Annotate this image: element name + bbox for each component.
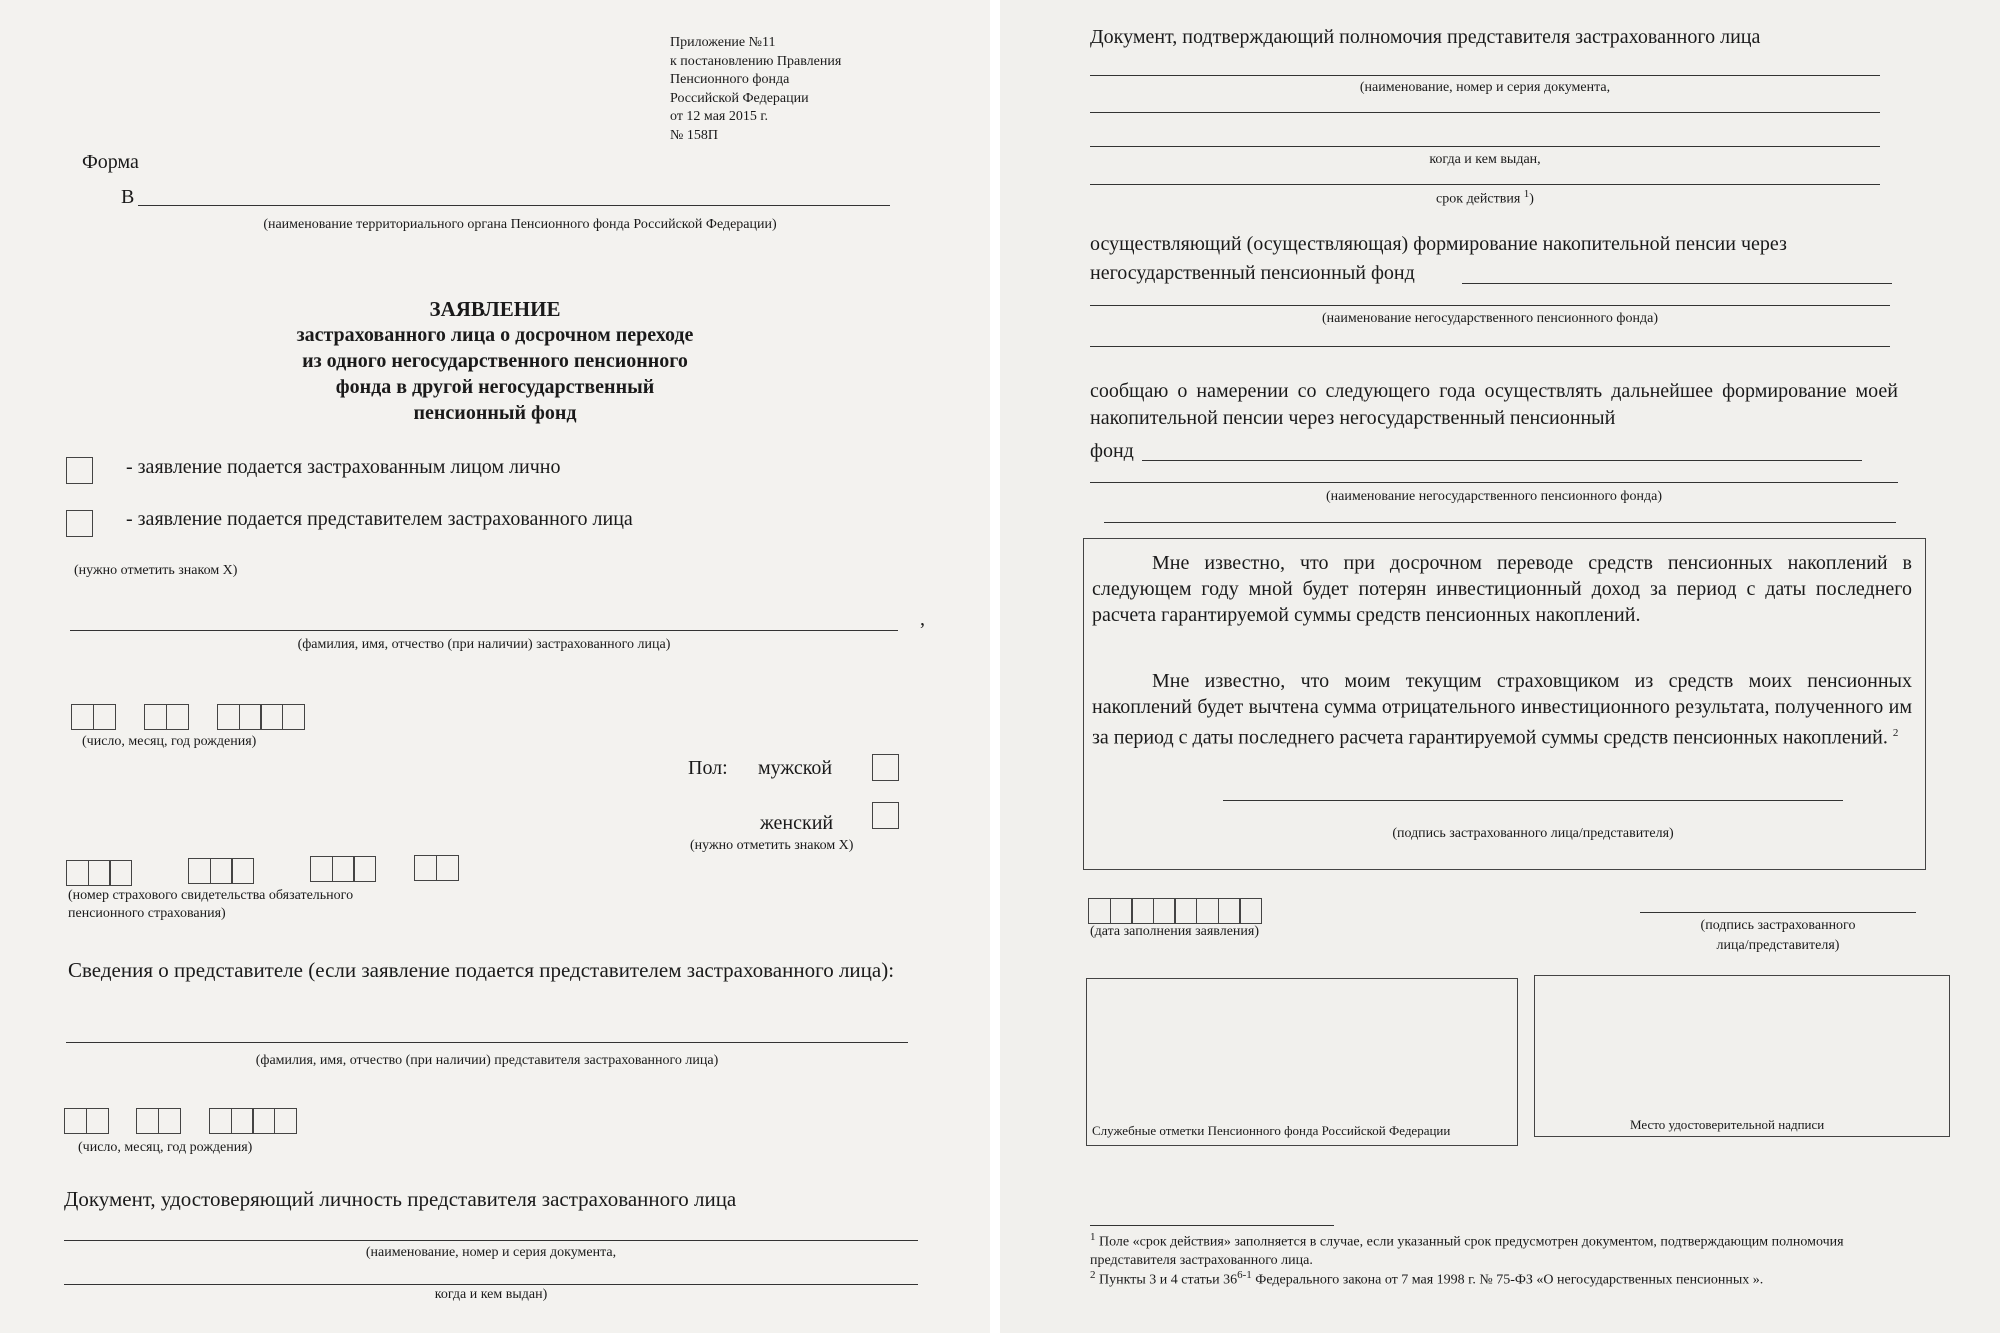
form-label: Форма: [82, 151, 139, 173]
auth-doc-field-3[interactable]: [1090, 146, 1880, 147]
notary-box: [1534, 975, 1950, 1137]
footnote-2-post: Федерального закона от 7 мая 1998 г. № 75-ФЗ «О негосударственных пенсионных ».: [1255, 1272, 1764, 1288]
footnote-2-mark: 2: [1090, 1269, 1096, 1281]
snils-caption: [68, 887, 353, 923]
pfr-office-marks-caption: Служебные отметки Пенсионного фонда Российской Федерации: [1092, 1123, 1451, 1138]
signature-line-2[interactable]: [1640, 912, 1916, 913]
title-line: пенсионный фонд: [413, 402, 577, 424]
rep-doc-field-2[interactable]: [64, 1284, 918, 1285]
auth-doc-field-4[interactable]: [1090, 184, 1880, 185]
fio-field[interactable]: [70, 630, 898, 631]
right-page: [1000, 0, 2000, 1333]
appendix-note: [670, 34, 841, 145]
snils-cells-3[interactable]: [310, 856, 376, 882]
snils-cells-2[interactable]: [188, 858, 254, 884]
pfr-office-marks-box: [1086, 978, 1518, 1146]
title-line: фонда в другой негосударственный: [335, 376, 655, 398]
new-fund-field[interactable]: [1142, 460, 1862, 461]
current-fund-text-2: негосударственный пенсионный фонд: [1090, 262, 1415, 284]
footnote-1: [1090, 1228, 1920, 1270]
appendix-line: Приложение №11: [670, 35, 776, 50]
auth-caption-3: [1090, 188, 1880, 208]
rep-doc-caption-2: когда и кем выдан): [434, 1287, 548, 1302]
footnote-1-text: Поле «срок действия» заполняется в случае, если указанный срок предусмотрен документом, подтверждающим полномочия представителя застрахованного лица.: [1090, 1234, 1844, 1268]
rep-birth-year-cells[interactable]: [209, 1108, 297, 1134]
date-caption: (дата заполнения заявления): [1090, 924, 1260, 939]
auth-doc-title: Документ, подтверждающий полномочия представителя застрахованного лица: [1090, 26, 1761, 48]
sign-caption: (подпись застрахованного лица/представителя): [1392, 826, 1674, 841]
auth-caption-3-text: срок действия: [1436, 191, 1521, 207]
to-prefix: В: [121, 186, 135, 208]
personal-checkbox[interactable]: [66, 457, 93, 484]
fio-caption: (фамилия, имя, отчество (при наличии) застрахованного лица): [297, 637, 671, 652]
footnote-ref-1: 1: [1523, 188, 1530, 200]
rep-doc-field-1[interactable]: [64, 1240, 918, 1241]
rep-doc-title: Документ, удостоверяющий личность представителя застрахованного лица: [64, 1187, 737, 1211]
pfr-office-field[interactable]: [138, 205, 890, 206]
birth-caption: (число, месяц, год рождения): [82, 734, 257, 749]
current-fund-field-3[interactable]: [1090, 346, 1890, 347]
current-fund-text: осуществляющий (осуществляющая) формирование накопительной пенсии через: [1090, 233, 1787, 255]
notice-paragraph-1: [1092, 550, 1912, 628]
left-page: [0, 0, 990, 1333]
footnote-2-sup: 6-1: [1237, 1269, 1252, 1281]
sex-female-label: женский: [760, 812, 834, 834]
notice-paragraph-2: [1092, 668, 1912, 751]
comma: ,: [920, 608, 925, 630]
sign-caption-2-line: лица/представителя): [1716, 938, 1840, 953]
auth-doc-field-2[interactable]: [1090, 112, 1880, 113]
appendix-line: к постановлению Правления: [670, 53, 842, 69]
rep-fio-caption: (фамилия, имя, отчество (при наличии) представителя застрахованного лица): [255, 1053, 719, 1068]
new-fund-field-3[interactable]: [1104, 522, 1896, 523]
sex-male-checkbox[interactable]: [872, 754, 899, 781]
sex-female-checkbox[interactable]: [872, 802, 899, 829]
sex-male-label: мужской: [758, 757, 833, 779]
snils-cells-1[interactable]: [66, 860, 132, 886]
footnote-1-mark: 1: [1090, 1231, 1096, 1243]
birth-day-cells[interactable]: [71, 704, 116, 730]
signature-line[interactable]: [1223, 800, 1843, 801]
sex-hint: (нужно отметить знаком X): [690, 838, 854, 853]
document-title: [180, 296, 810, 426]
footnote-ref-2: 2: [1892, 727, 1899, 739]
representative-checkbox[interactable]: [66, 510, 93, 537]
title-line: из одного негосударственного пенсионного: [302, 350, 688, 372]
auth-caption-2: когда и кем выдан,: [1429, 152, 1541, 167]
page-gap: [990, 0, 1000, 1333]
notice-text-2: Мне известно, что моим текущим страховщиком из средств моих пенсионных накоплений будет вычтена сумма отрицательного инвестиционного результата, полученного им за период с даты последнего расчета гарантируемой суммы средств пенсионных накоплений.: [1092, 670, 1912, 749]
rep-birth-caption: (число, месяц, год рождения): [78, 1140, 253, 1155]
snils-caption-line: (номер страхового свидетельства обязательного: [68, 888, 354, 903]
intent-text-2: фонд: [1090, 440, 1134, 462]
mark-hint: (нужно отметить знаком X): [74, 563, 238, 578]
intent-text: сообщаю о намерении со следующего года осуществлять дальнейшее формирование моей накопительной пенсии через негосударственный пенсионный: [1090, 380, 1898, 429]
sign-caption-2-line: (подпись застрахованного: [1700, 918, 1856, 933]
current-fund-field-2[interactable]: [1090, 305, 1890, 306]
auth-caption-3-tail: ): [1529, 191, 1534, 207]
snils-caption-line: пенсионного страхования): [68, 906, 226, 921]
rep-birth-month-cells[interactable]: [136, 1108, 181, 1134]
sex-label: Пол:: [688, 757, 728, 779]
snils-cells-4[interactable]: [414, 855, 459, 881]
appendix-line: Российской Федерации: [670, 90, 809, 106]
appendix-line: Пенсионного фонда: [670, 72, 790, 87]
notary-caption: Место удостоверительной надписи: [1630, 1117, 1825, 1132]
option-personal-label: - заявление подается застрахованным лицом лично: [126, 456, 561, 478]
title-main: ЗАЯВЛЕНИЕ: [429, 297, 561, 321]
footnote-separator: [1090, 1225, 1334, 1226]
fill-date-cells[interactable]: [1088, 898, 1262, 924]
appendix-line: от 12 мая 2015 г.: [670, 109, 769, 124]
option-representative-label: - заявление подается представителем застрахованного лица: [126, 508, 633, 530]
rep-info-heading: Сведения о представителе (если заявление подается представителем застрахованного лица):: [68, 958, 895, 982]
rep-fio-field[interactable]: [66, 1042, 908, 1043]
fund-caption-1: (наименование негосударственного пенсионного фонда): [1322, 311, 1658, 326]
rep-doc-caption-1: (наименование, номер и серия документа,: [365, 1245, 617, 1260]
birth-month-cells[interactable]: [144, 704, 189, 730]
sign-caption-2: [1640, 916, 1916, 956]
pfr-office-caption: (наименование территориального органа Пенсионного фонда Российской Федерации): [263, 217, 777, 232]
rep-birth-day-cells[interactable]: [64, 1108, 109, 1134]
title-line: застрахованного лица о досрочном переходе: [296, 324, 694, 346]
birth-year-cells[interactable]: [217, 704, 305, 730]
new-fund-field-2[interactable]: [1090, 482, 1898, 483]
auth-caption-1: (наименование, номер и серия документа,: [1359, 80, 1611, 95]
auth-doc-field-1[interactable]: [1090, 75, 1880, 76]
footnote-2-pre: Пункты 3 и 4 статьи 36: [1099, 1272, 1238, 1288]
appendix-line: № 158П: [670, 127, 718, 143]
current-fund-field[interactable]: [1462, 283, 1892, 284]
fund-caption-2: (наименование негосударственного пенсионного фонда): [1326, 489, 1662, 504]
footnote-2: [1090, 1266, 1920, 1290]
notice-text-1: Мне известно, что при досрочном переводе средств пенсионных накоплений в следующем году мной будет потерян инвестиционный доход за период с даты последнего расчета гарантируемой суммы средств пенсионных накоплений.: [1092, 552, 1912, 626]
